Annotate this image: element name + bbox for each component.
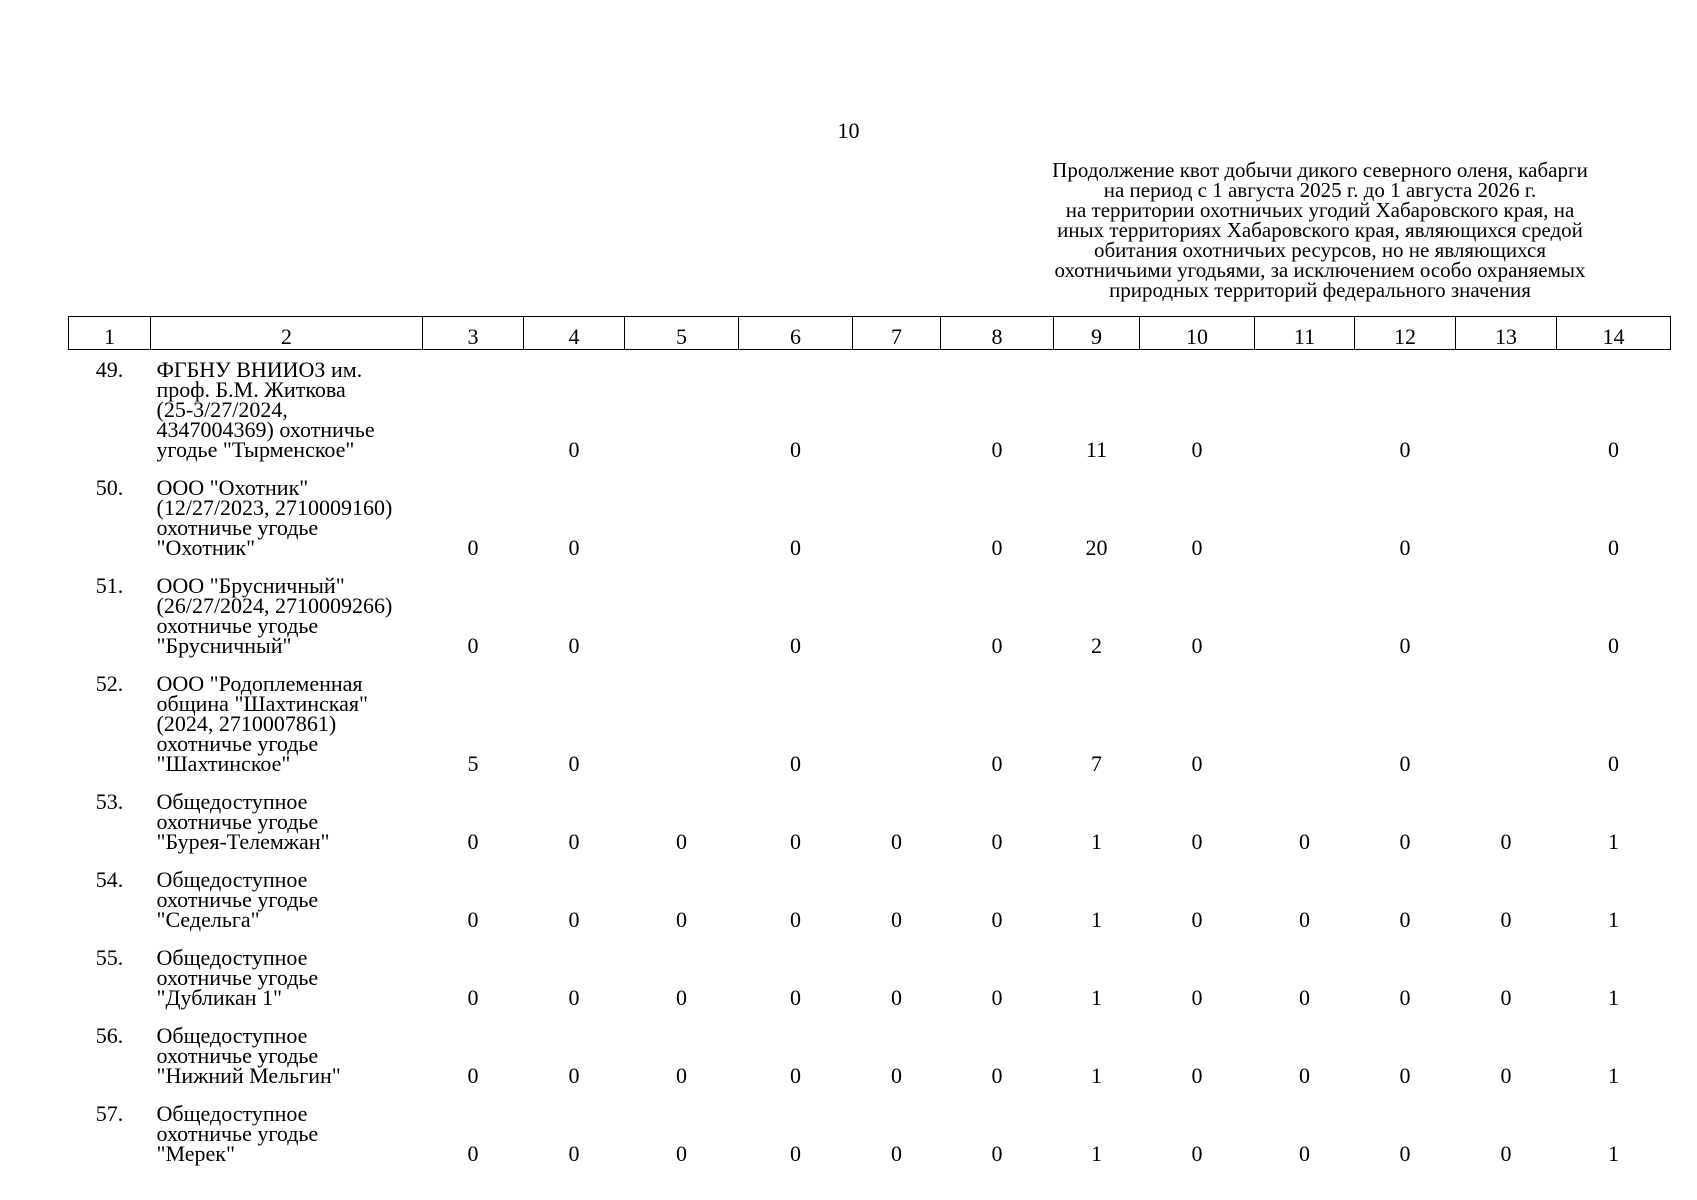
quota-value-col-11: 0 bbox=[1299, 907, 1310, 932]
table-row bbox=[69, 860, 1671, 938]
quota-value-col-3: 0 bbox=[467, 1141, 479, 1166]
quota-value-col-12: 0 bbox=[1399, 1063, 1411, 1088]
quota-value-col-10: 0 bbox=[1191, 829, 1203, 854]
hunting-ground-name bbox=[151, 938, 423, 1016]
name-line: "Шахтинское" bbox=[156, 751, 291, 776]
quota-value-col-10: 0 bbox=[1191, 907, 1203, 932]
quota-value-col-14: 1 bbox=[1608, 907, 1619, 932]
quota-value-col-12: 0 bbox=[1399, 535, 1411, 560]
name-line: ООО "Брусничный" bbox=[156, 573, 345, 598]
quota-value-col-9: 20 bbox=[1085, 535, 1108, 560]
quota-value-col-11 bbox=[1255, 468, 1355, 566]
quota-value-col-5: 0 bbox=[676, 907, 687, 932]
row-number: 49. bbox=[95, 357, 124, 382]
quota-value-col-9: 2 bbox=[1091, 633, 1102, 658]
quota-value-col-10: 0 bbox=[1191, 751, 1203, 776]
quota-value-col-10: 0 bbox=[1191, 985, 1203, 1010]
quota-value-col-10: 0 bbox=[1191, 633, 1203, 658]
column-number-7: 7 bbox=[853, 317, 941, 350]
name-line: охотничье угодье bbox=[156, 809, 319, 834]
quota-value-col-10: 0 bbox=[1191, 437, 1203, 462]
quota-value-col-13 bbox=[1456, 566, 1557, 664]
table-row bbox=[69, 468, 1671, 566]
row-number: 57. bbox=[95, 1101, 124, 1126]
quota-value-col-11 bbox=[1255, 566, 1355, 664]
quota-value-col-9: 11 bbox=[1085, 437, 1108, 462]
quota-value-col-7: 0 bbox=[891, 1063, 902, 1088]
quota-table bbox=[68, 316, 1671, 1172]
name-line: охотничье угодье bbox=[156, 887, 319, 912]
hunting-ground-name bbox=[151, 664, 423, 782]
quota-value-col-13: 0 bbox=[1500, 1063, 1512, 1088]
hunting-ground-name bbox=[151, 566, 423, 664]
name-line: охотничье угодье bbox=[156, 965, 319, 990]
quota-value-col-5 bbox=[625, 350, 739, 469]
quota-value-col-13: 0 bbox=[1500, 985, 1512, 1010]
name-line: (12/27/2023, 2710009160) bbox=[156, 495, 393, 520]
quota-value-col-5: 0 bbox=[676, 829, 687, 854]
name-line: проф. Б.М. Житкова bbox=[156, 377, 346, 402]
name-line: "Брусничный" bbox=[156, 633, 292, 658]
quota-value-col-5 bbox=[625, 664, 739, 782]
quota-value-col-11: 0 bbox=[1299, 985, 1310, 1010]
quota-value-col-6: 0 bbox=[790, 535, 801, 560]
column-number-5: 5 bbox=[625, 317, 739, 350]
name-line: охотничье угодье bbox=[156, 613, 319, 638]
quota-value-col-8: 0 bbox=[991, 1141, 1003, 1166]
quota-value-col-12: 0 bbox=[1399, 1141, 1411, 1166]
row-number: 53. bbox=[95, 789, 124, 814]
quota-value-col-4: 0 bbox=[568, 1063, 580, 1088]
name-line: "Седельга" bbox=[156, 907, 260, 932]
column-number-10: 10 bbox=[1140, 317, 1255, 350]
table-row bbox=[69, 350, 1671, 469]
quota-value-col-11: 0 bbox=[1299, 1063, 1310, 1088]
row-number: 50. bbox=[95, 475, 124, 500]
caption-line: обитания охотничьих ресурсов, но не являющихся bbox=[1093, 238, 1547, 262]
hunting-ground-name bbox=[151, 860, 423, 938]
quota-value-col-14: 0 bbox=[1608, 535, 1619, 560]
quota-value-col-4: 0 bbox=[568, 535, 580, 560]
quota-value-col-9: 1 bbox=[1091, 1063, 1102, 1088]
caption-line: Продолжение квот добычи дикого северного оленя, кабарги bbox=[1052, 158, 1588, 182]
name-line: (25-3/27/2024, bbox=[156, 397, 288, 422]
quota-value-col-9: 1 bbox=[1091, 985, 1102, 1010]
caption-line: на территории охотничьих угодий Хабаровского края, на bbox=[1065, 198, 1575, 222]
quota-value-col-6: 0 bbox=[790, 1141, 801, 1166]
column-number-row bbox=[69, 317, 1671, 350]
quota-value-col-8: 0 bbox=[991, 907, 1003, 932]
table-row bbox=[69, 566, 1671, 664]
quota-value-col-13 bbox=[1456, 350, 1557, 469]
name-line: "Мерек" bbox=[156, 1141, 235, 1166]
quota-value-col-14: 0 bbox=[1608, 751, 1619, 776]
table-row bbox=[69, 782, 1671, 860]
quota-value-col-3 bbox=[423, 350, 524, 469]
quota-value-col-4: 0 bbox=[568, 751, 580, 776]
quota-value-col-5 bbox=[625, 468, 739, 566]
hunting-ground-name bbox=[151, 1094, 423, 1172]
quota-value-col-8: 0 bbox=[991, 1063, 1003, 1088]
quota-value-col-13: 0 bbox=[1500, 907, 1512, 932]
name-line: "Охотник" bbox=[156, 535, 256, 560]
quota-value-col-13: 0 bbox=[1500, 1141, 1512, 1166]
column-number-2: 2 bbox=[151, 317, 423, 350]
quota-value-col-5 bbox=[625, 566, 739, 664]
quota-value-col-9: 7 bbox=[1091, 751, 1102, 776]
quota-value-col-9: 1 bbox=[1091, 829, 1102, 854]
table-row bbox=[69, 664, 1671, 782]
quota-value-col-6: 0 bbox=[790, 633, 801, 658]
column-number-12: 12 bbox=[1355, 317, 1456, 350]
quota-value-col-14: 1 bbox=[1608, 1141, 1619, 1166]
quota-value-col-9: 1 bbox=[1091, 907, 1102, 932]
table-row bbox=[69, 1094, 1671, 1172]
name-line: Общедоступное bbox=[156, 867, 308, 892]
quota-value-col-5: 0 bbox=[676, 1141, 687, 1166]
quota-value-col-6: 0 bbox=[790, 829, 801, 854]
table-row bbox=[69, 1016, 1671, 1094]
quota-value-col-8: 0 bbox=[991, 535, 1003, 560]
row-number: 52. bbox=[95, 671, 124, 696]
quota-value-col-11 bbox=[1255, 664, 1355, 782]
quota-value-col-8: 0 bbox=[991, 437, 1003, 462]
row-number: 56. bbox=[95, 1023, 124, 1048]
quota-value-col-3: 0 bbox=[467, 907, 479, 932]
column-number-13: 13 bbox=[1456, 317, 1557, 350]
name-line: "Дубликан 1" bbox=[156, 985, 282, 1010]
quota-value-col-4: 0 bbox=[568, 1141, 580, 1166]
hunting-ground-name bbox=[151, 468, 423, 566]
quota-value-col-10: 0 bbox=[1191, 1063, 1203, 1088]
name-line: (2024, 2710007861) bbox=[156, 711, 337, 736]
quota-value-col-8: 0 bbox=[991, 633, 1003, 658]
quota-value-col-7 bbox=[853, 566, 941, 664]
name-line: угодье "Тырменское" bbox=[156, 437, 355, 462]
quota-value-col-3: 0 bbox=[467, 829, 479, 854]
quota-value-col-11: 0 bbox=[1299, 1141, 1310, 1166]
quota-value-col-12: 0 bbox=[1399, 829, 1411, 854]
quota-value-col-8: 0 bbox=[991, 751, 1003, 776]
quota-value-col-7: 0 bbox=[891, 907, 902, 932]
quota-value-col-7: 0 bbox=[891, 829, 902, 854]
name-line: "Бурея-Телемжан" bbox=[156, 829, 330, 854]
hunting-ground-name bbox=[151, 1016, 423, 1094]
name-line: ФГБНУ ВНИИОЗ им. bbox=[156, 357, 363, 382]
row-number: 51. bbox=[95, 573, 124, 598]
name-line: охотничье угодье bbox=[156, 515, 319, 540]
page-number: 10 bbox=[837, 118, 860, 143]
quota-value-col-9: 1 bbox=[1091, 1141, 1102, 1166]
row-number: 55. bbox=[95, 945, 124, 970]
column-number-4: 4 bbox=[524, 317, 625, 350]
caption-line: иных территориях Хабаровского края, являющихся средой bbox=[1057, 218, 1583, 242]
quota-value-col-3: 0 bbox=[467, 985, 479, 1010]
column-number-6: 6 bbox=[739, 317, 853, 350]
row-number: 54. bbox=[95, 867, 124, 892]
name-line: община "Шахтинская" bbox=[156, 691, 368, 716]
quota-value-col-6: 0 bbox=[790, 1063, 801, 1088]
column-number-1: 1 bbox=[69, 317, 151, 350]
quota-value-col-4: 0 bbox=[568, 437, 580, 462]
caption-line: природных территорий федерального значения bbox=[1109, 278, 1531, 302]
name-line: Общедоступное bbox=[156, 1101, 308, 1126]
quota-value-col-11: 0 bbox=[1299, 829, 1310, 854]
quota-value-col-14: 1 bbox=[1608, 1063, 1619, 1088]
column-number-14: 14 bbox=[1557, 317, 1671, 350]
name-line: Общедоступное bbox=[156, 945, 308, 970]
column-number-11: 11 bbox=[1255, 317, 1355, 350]
quota-value-col-10: 0 bbox=[1191, 535, 1203, 560]
quota-value-col-7 bbox=[853, 468, 941, 566]
quota-value-col-6: 0 bbox=[790, 751, 801, 776]
table-row bbox=[69, 938, 1671, 1016]
name-line: ООО "Родоплеменная bbox=[156, 671, 363, 696]
quota-value-col-5: 0 bbox=[676, 985, 687, 1010]
name-line: 4347004369) охотничье bbox=[156, 417, 375, 442]
name-line: (26/27/2024, 2710009266) bbox=[156, 593, 393, 618]
quota-value-col-6: 0 bbox=[790, 907, 801, 932]
quota-value-col-12: 0 bbox=[1399, 907, 1411, 932]
column-number-8: 8 bbox=[941, 317, 1054, 350]
quota-value-col-6: 0 bbox=[790, 437, 801, 462]
quota-value-col-7 bbox=[853, 664, 941, 782]
quota-value-col-3: 0 bbox=[467, 633, 479, 658]
quota-value-col-4: 0 bbox=[568, 633, 580, 658]
quota-value-col-12: 0 bbox=[1399, 985, 1411, 1010]
name-line: Общедоступное bbox=[156, 789, 308, 814]
quota-value-col-14: 1 bbox=[1608, 829, 1619, 854]
hunting-ground-name bbox=[151, 782, 423, 860]
quota-value-col-3: 0 bbox=[467, 535, 479, 560]
quota-value-col-11 bbox=[1255, 350, 1355, 469]
quota-value-col-4: 0 bbox=[568, 829, 580, 854]
name-line: ООО "Охотник" bbox=[156, 475, 309, 500]
name-line: охотничье угодье bbox=[156, 1121, 319, 1146]
quota-value-col-14: 0 bbox=[1608, 633, 1619, 658]
caption-line: охотничьими угодьями, за исключением особо охраняемых bbox=[1054, 258, 1586, 282]
quota-value-col-6: 0 bbox=[790, 985, 801, 1010]
name-line: охотничье угодье bbox=[156, 1043, 319, 1068]
table-body bbox=[69, 350, 1671, 1173]
quota-value-col-5: 0 bbox=[676, 1063, 687, 1088]
quota-value-col-4: 0 bbox=[568, 985, 580, 1010]
quota-value-col-10: 0 bbox=[1191, 1141, 1203, 1166]
caption-line: на период с 1 августа 2025 г. до 1 августа 2026 г. bbox=[1103, 178, 1537, 202]
quota-value-col-7: 0 bbox=[891, 1141, 902, 1166]
name-line: Общедоступное bbox=[156, 1023, 308, 1048]
quota-value-col-14: 0 bbox=[1608, 437, 1619, 462]
hunting-ground-name bbox=[151, 350, 423, 469]
quota-value-col-13 bbox=[1456, 664, 1557, 782]
quota-value-col-8: 0 bbox=[991, 829, 1003, 854]
quota-value-col-13 bbox=[1456, 468, 1557, 566]
quota-value-col-12: 0 bbox=[1399, 633, 1411, 658]
column-number-3: 3 bbox=[423, 317, 524, 350]
quota-value-col-14: 1 bbox=[1608, 985, 1619, 1010]
name-line: "Нижний Мельгин" bbox=[156, 1063, 341, 1088]
quota-value-col-3: 5 bbox=[467, 751, 479, 776]
quota-value-col-4: 0 bbox=[568, 907, 580, 932]
quota-value-col-12: 0 bbox=[1399, 751, 1411, 776]
table-caption bbox=[1008, 160, 1632, 300]
quota-value-col-7: 0 bbox=[891, 985, 902, 1010]
quota-value-col-3: 0 bbox=[467, 1063, 479, 1088]
quota-value-col-8: 0 bbox=[991, 985, 1003, 1010]
name-line: охотничье угодье bbox=[156, 731, 319, 756]
quota-value-col-12: 0 bbox=[1399, 437, 1411, 462]
quota-value-col-7 bbox=[853, 350, 941, 469]
quota-value-col-13: 0 bbox=[1500, 829, 1512, 854]
column-number-9: 9 bbox=[1054, 317, 1140, 350]
